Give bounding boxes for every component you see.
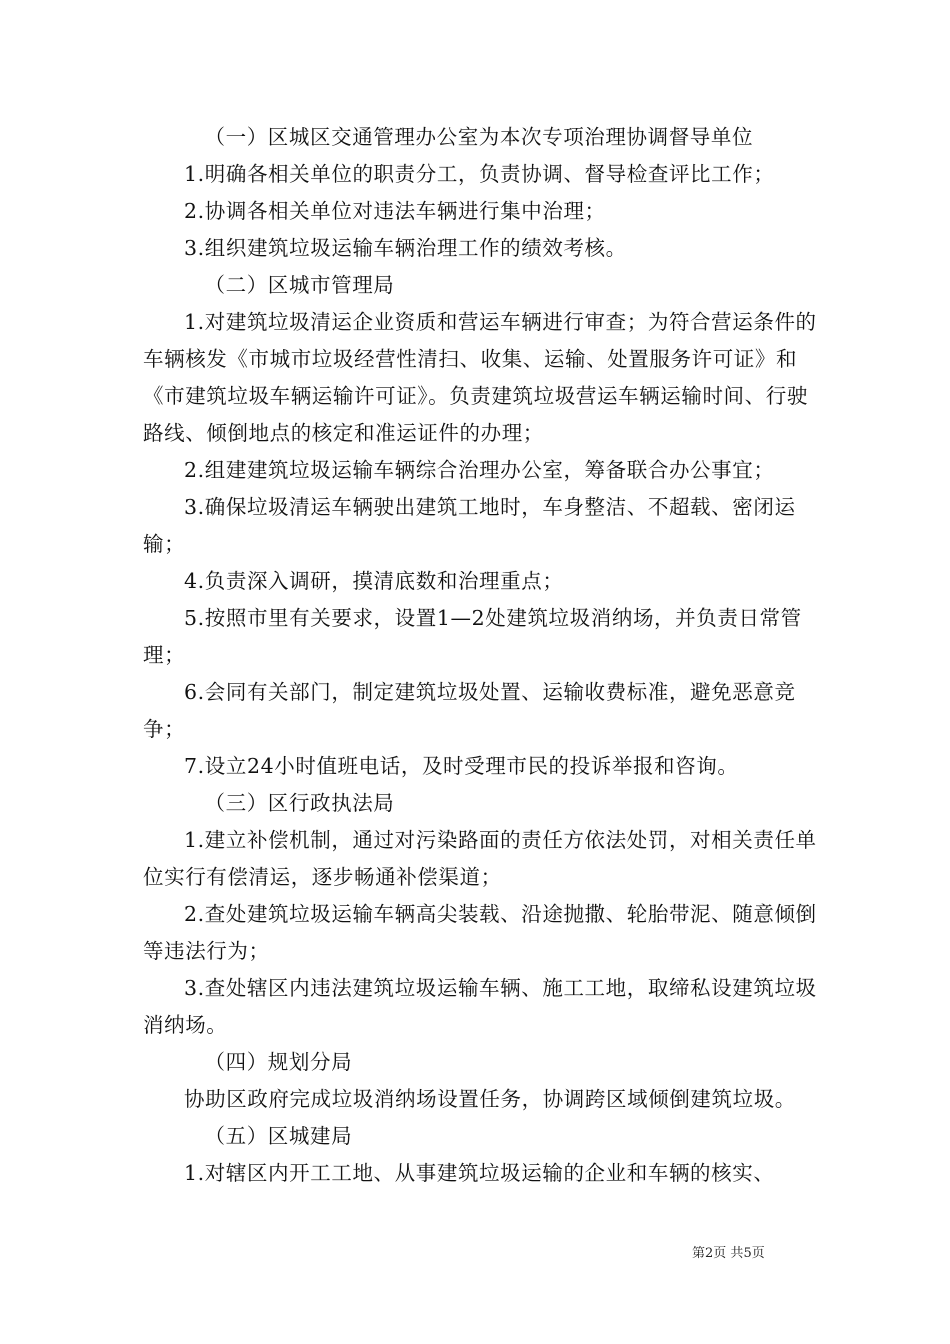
section-heading: （四）规划分局 bbox=[204, 1050, 353, 1074]
paragraph: 1.对建筑垃圾清运企业资质和营运车辆进行审查；为符合营运条件的车辆核发《市城市垃圾经营性清扫、收集、运输、处置服务许可证》和《市建筑垃圾车辆运输许可证》。负责建筑垃圾营运车辆运输时间、行驶路线、倾倒地点的核定和准运证件的办理； bbox=[143, 310, 817, 445]
paragraph: 1.建立补偿机制，通过对污染路面的责任方依法处罚，对相关责任单位实行有偿清运，逐步畅通补偿渠道； bbox=[143, 828, 817, 889]
paragraph: 3.组织建筑垃圾运输车辆治理工作的绩效考核。 bbox=[184, 236, 627, 260]
footer-suffix: 页 bbox=[751, 1246, 765, 1261]
paragraph: 3.查处辖区内违法建筑垃圾运输车辆、施工工地，取缔私设建筑垃圾消纳场。 bbox=[143, 976, 817, 1037]
paragraph: 4.负责深入调研，摸清底数和治理重点； bbox=[184, 569, 564, 593]
section-heading: （一）区城区交通管理办公室为本次专项治理协调督导单位 bbox=[204, 125, 754, 149]
paragraph: 2.组建建筑垃圾运输车辆综合治理办公室，筹备联合办公事宜； bbox=[184, 458, 775, 482]
paragraph: 5.按照市里有关要求，设置1—2处建筑垃圾消纳场，并负责日常管理； bbox=[143, 606, 802, 667]
document-body bbox=[143, 119, 818, 1192]
paragraph: 1.明确各相关单位的职责分工，负责协调、督导检查评比工作； bbox=[184, 162, 775, 186]
paragraph: 协助区政府完成垃圾消纳场设置任务，协调跨区域倾倒建筑垃圾。 bbox=[184, 1087, 796, 1111]
paragraph: 2.查处建筑垃圾运输车辆高尖装载、沿途抛撒、轮胎带泥、随意倾倒等违法行为； bbox=[143, 902, 817, 963]
footer-middle: 页 共 bbox=[713, 1246, 744, 1261]
footer-total-pages: 5 bbox=[743, 1246, 752, 1261]
paragraph: 2.协调各相关单位对违法车辆进行集中治理； bbox=[184, 199, 606, 223]
footer-current-page: 2 bbox=[705, 1246, 714, 1261]
section-heading: （五）区城建局 bbox=[204, 1124, 353, 1148]
footer-prefix: 第 bbox=[692, 1246, 706, 1261]
paragraph: 1.对辖区内开工工地、从事建筑垃圾运输的企业和车辆的核实、 bbox=[184, 1161, 775, 1185]
paragraph: 7.设立24小时值班电话，及时受理市民的投诉举报和咨询。 bbox=[184, 754, 739, 778]
section-heading: （三）区行政执法局 bbox=[204, 791, 395, 815]
page-footer bbox=[692, 1246, 765, 1262]
paragraph: 3.确保垃圾清运车辆驶出建筑工地时，车身整洁、不超载、密闭运输； bbox=[143, 495, 796, 556]
section-heading: （二）区城市管理局 bbox=[204, 273, 395, 297]
paragraph: 6.会同有关部门，制定建筑垃圾处置、运输收费标准，避免恶意竞争； bbox=[143, 680, 796, 741]
